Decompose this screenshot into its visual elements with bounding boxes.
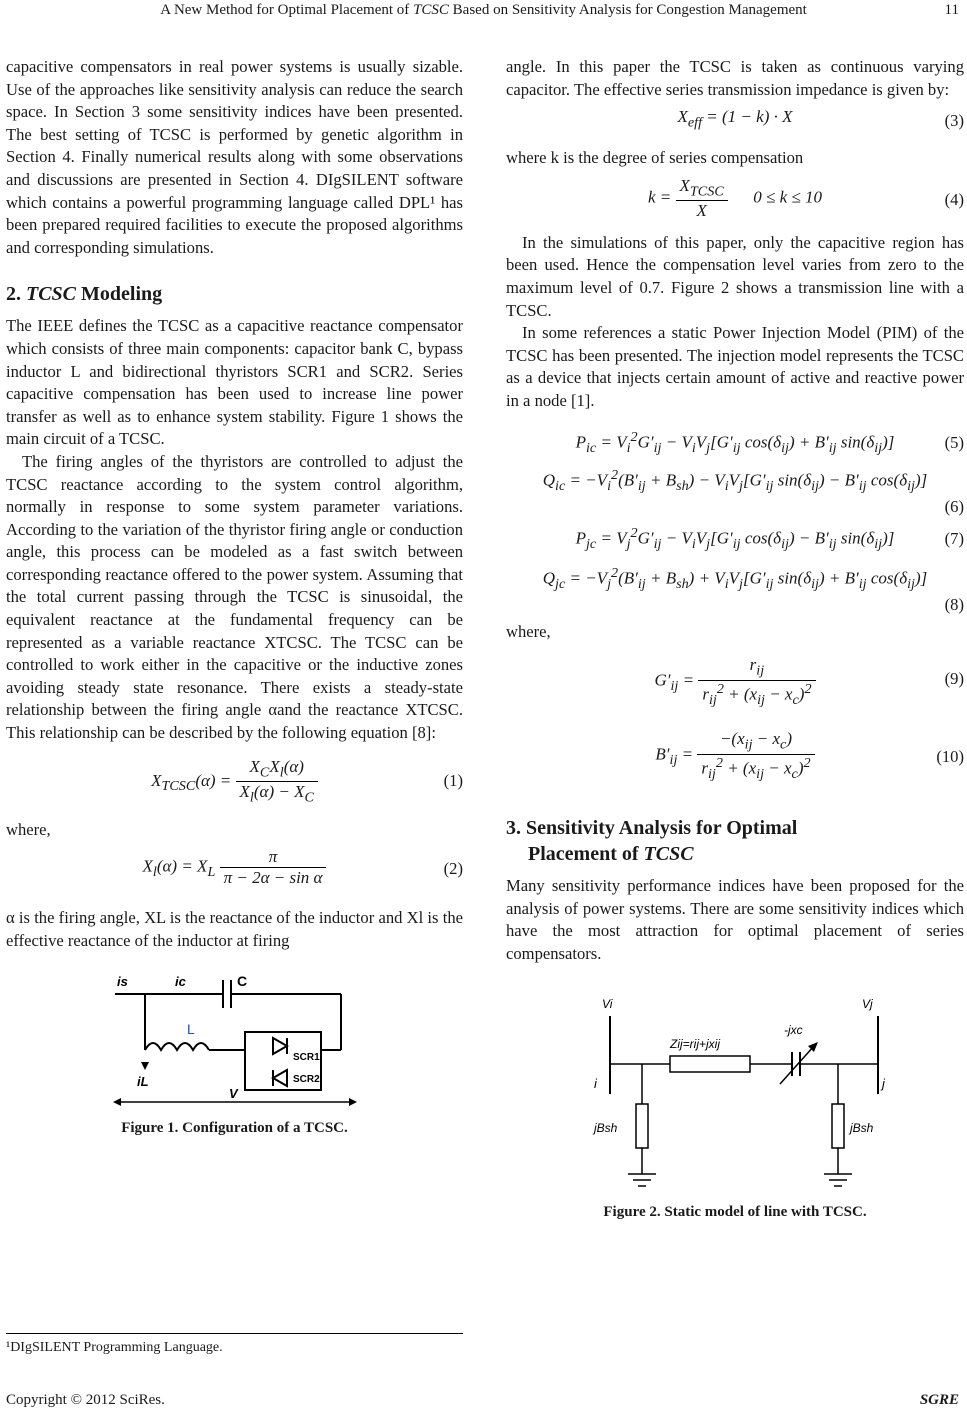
right-paragraph-5: Many sensitivity performance indices have been proposed for the analysis of power systems. There are some sensitivity indices which have the most attraction for optimal placement of series compensators. [506, 876, 964, 963]
left-paragraph-1: capacitive compensators in real power systems is usually sizable. Use of the approaches like sensitivity analysis can reduce the search space. In Section 3 some sensitivity indices have been presented. The best setting of TCSC is performed by genetic algorithm in Section 4. Finally numerical results along with some observations and discussions are presented in Section 4. DIgSILENT software which contains a powerful programming language called DPL¹ has been prepared required facilities to execute the proposed algorithms and corresponding simulations. [6, 57, 463, 257]
equation-2: $X_l(\alpha) = X_L$ $\frac{\pi}{\text{π − 2α − sin α}}$ (2) [142, 847, 463, 888]
equation-5: $P_{ic} = V_i^2G'_{ij} - V_iV_j[G'_{ij}$ $\cos(\delta_{ij}) + B'_{ij}$ $\sin(\delta_{ij})$] (5) [575, 428, 964, 456]
left-paragraph-4: α is the firing angle, XL is the reactance of the inductor and Xl is the effective reactance of the inductor at firing [6, 908, 463, 950]
equation-9: $G'_{ij}$ = $\frac{r_{ij}}{r_{ij}^2 + (x_{ij} - x_c)^2}$ (9) [654, 655, 964, 708]
equation-4-number: (4) [944, 189, 964, 209]
fig2-label-i: i [594, 1075, 597, 1091]
right-paragraph-1: angle. In this paper the TCSC is taken as continuous varying capacitor. The effective series transmission impedance is given by: [506, 57, 964, 99]
right-paragraph-4: In some references a static Power Injection Model (PIM) of the TCSC has been presented. The injection model represents the TCSC as a device that injects certain amount of active and reactive power in a node [1]. [506, 323, 964, 410]
fig2-label-xc: -jxc [784, 1022, 803, 1037]
equation-5-number: (5) [944, 432, 964, 452]
fig1-label-is: is [116, 974, 128, 990]
equation-2-number: (2) [443, 859, 463, 879]
equation-6: $Q_{ic} = -V_i^2(B'_{ij} + B_{sh}) - V_iV_j[G'_{ij}$ $\sin(\delta_{ij}) - B'_{ij}$ $\cos(\delta_{ij})$] (6) [542, 466, 964, 516]
right-column [506, 56, 964, 1221]
fig1-label-c: C [236, 973, 247, 990]
equation-6-number: (6) [944, 496, 964, 516]
figure-2-caption: Figure 2. Static model of line with TCSC. [603, 1203, 867, 1220]
fig1-label-v: V [228, 1086, 238, 1102]
fig2-label-j: j [882, 1075, 885, 1091]
where-label-2: where, [506, 621, 551, 641]
page-number: 11 [944, 2, 959, 18]
section-2-heading: 2. TCSC Modeling [6, 283, 163, 306]
fig2-label-vi: Vi [602, 996, 613, 1011]
figure-1-circuit [105, 970, 365, 1110]
running-header [0, 2, 967, 24]
where-label-1: where, [6, 819, 51, 839]
fig1-label-il: iL [136, 1074, 149, 1090]
equation-7-number: (7) [944, 528, 964, 548]
left-column [6, 56, 463, 1137]
footer-journal: SGRE [919, 1392, 959, 1408]
equation-4: k = $\frac{X_{TCSC}}{X}$ 0 ≤ k ≤ 10 (4) [648, 175, 964, 221]
left-paragraph-2: The IEEE defines the TCSC as a capacitive reactance compensator which consists of three main components: capacitor bank C, bypass inductor L and bidirectional thyristors SCR1 and SCR2. Series capacitive compensation has been used to increase line power transfer as well as to enhance system stability. Figure 1 shows the main circuit of a TCSC. [6, 316, 463, 449]
figure-2-line-model [580, 994, 890, 1194]
section-3-heading: 3. Sensitivity Analysis for Optimal Placement of TCSC [506, 817, 798, 866]
header-title: A New Method for Optimal Placement of TCSC Based on Sensitivity Analysis for Congestion Management [160, 2, 807, 18]
fig2-label-vj: Vj [862, 996, 873, 1011]
fig1-label-scr2: SCR2 [292, 1074, 320, 1086]
equation-10: $B'_{ij}$ = $\frac{-(x_{ij} - x_c)}{r_{ij}^2 + (x_{ij} - x_c)^2}$ (10) [655, 729, 964, 782]
equation-8: $Q_{jc} = -V_j^2(B'_{ij} + B_{sh}) + V_iV_j[G'_{ij}$ $\sin(\delta_{ij}) + B'_{ij}$ $\cos(\delta_{ij})$] (8) [542, 564, 964, 614]
fig1-label-l: L [186, 1021, 195, 1038]
equation-10-number: (10) [936, 747, 964, 767]
footnote-rule [6, 1333, 463, 1334]
fig2-label-bsh-left: jBsh [594, 1120, 618, 1135]
fig2-label-bsh-right: jBsh [850, 1120, 874, 1135]
equation-1-number: (1) [443, 770, 463, 790]
fig1-label-scr1: SCR1 [292, 1052, 320, 1064]
footnote: ¹DIgSILENT Programming Language. [6, 1340, 223, 1355]
right-paragraph-3: In the simulations of this paper, only the capacitive region has been used. Hence the compensation level varies from zero to the maximum level of 0.7. Figure 2 shows a transmission line with a TCSC. [506, 232, 964, 320]
fig1-label-ic: ic [174, 974, 186, 990]
left-paragraph-3: The firing angles of the thyristors are controlled to adjust the TCSC reactance according to the system control algorithm, normally in response to some system parameter variations. According to the variation of the thyristor firing angle or conduction angle, this process can be modeled as a fast switch between corresponding reactance offered to the power system. Assuming that the total current passing through the TCSC is sinusoidal, the equivalent reactance at the fundamental frequency can be represented as a variable reactance XTCSC. The TCSC can be controlled to work either in the capacitive or the inductive zones avoiding steady state resonance. There exists a steady-state relationship between the firing angle αand the reactance XTCSC. This relationship can be described by the following equation [8]: [6, 451, 463, 743]
fig2-label-zij: Zij=rij+jxij [670, 1036, 721, 1051]
footer-copyright: Copyright © 2012 SciRes. [6, 1392, 165, 1408]
equation-3: $X_{eff} = (1 - k) \cdot X$ (3) [677, 107, 964, 131]
equation-8-number: (8) [944, 594, 964, 614]
equation-9-number: (9) [944, 669, 964, 689]
figure-1-caption: Figure 1. Configuration of a TCSC. [121, 1120, 348, 1137]
equation-1: $X_{TCSC}(\alpha)$ = $\frac{X_CX_l(\alpha)}{X_l(\alpha) - X_C}$ (1) [151, 756, 463, 806]
right-paragraph-2: where k is the degree of series compensation [506, 148, 804, 168]
equation-7: $P_{jc} = V_j^2G'_{ij} - V_iV_j[G'_{ij}$ $\cos(\delta_{ij}) - B'_{ij}$ $\sin(\delta_{ij})$] (7) [575, 524, 964, 552]
equation-3-number: (3) [944, 111, 964, 131]
